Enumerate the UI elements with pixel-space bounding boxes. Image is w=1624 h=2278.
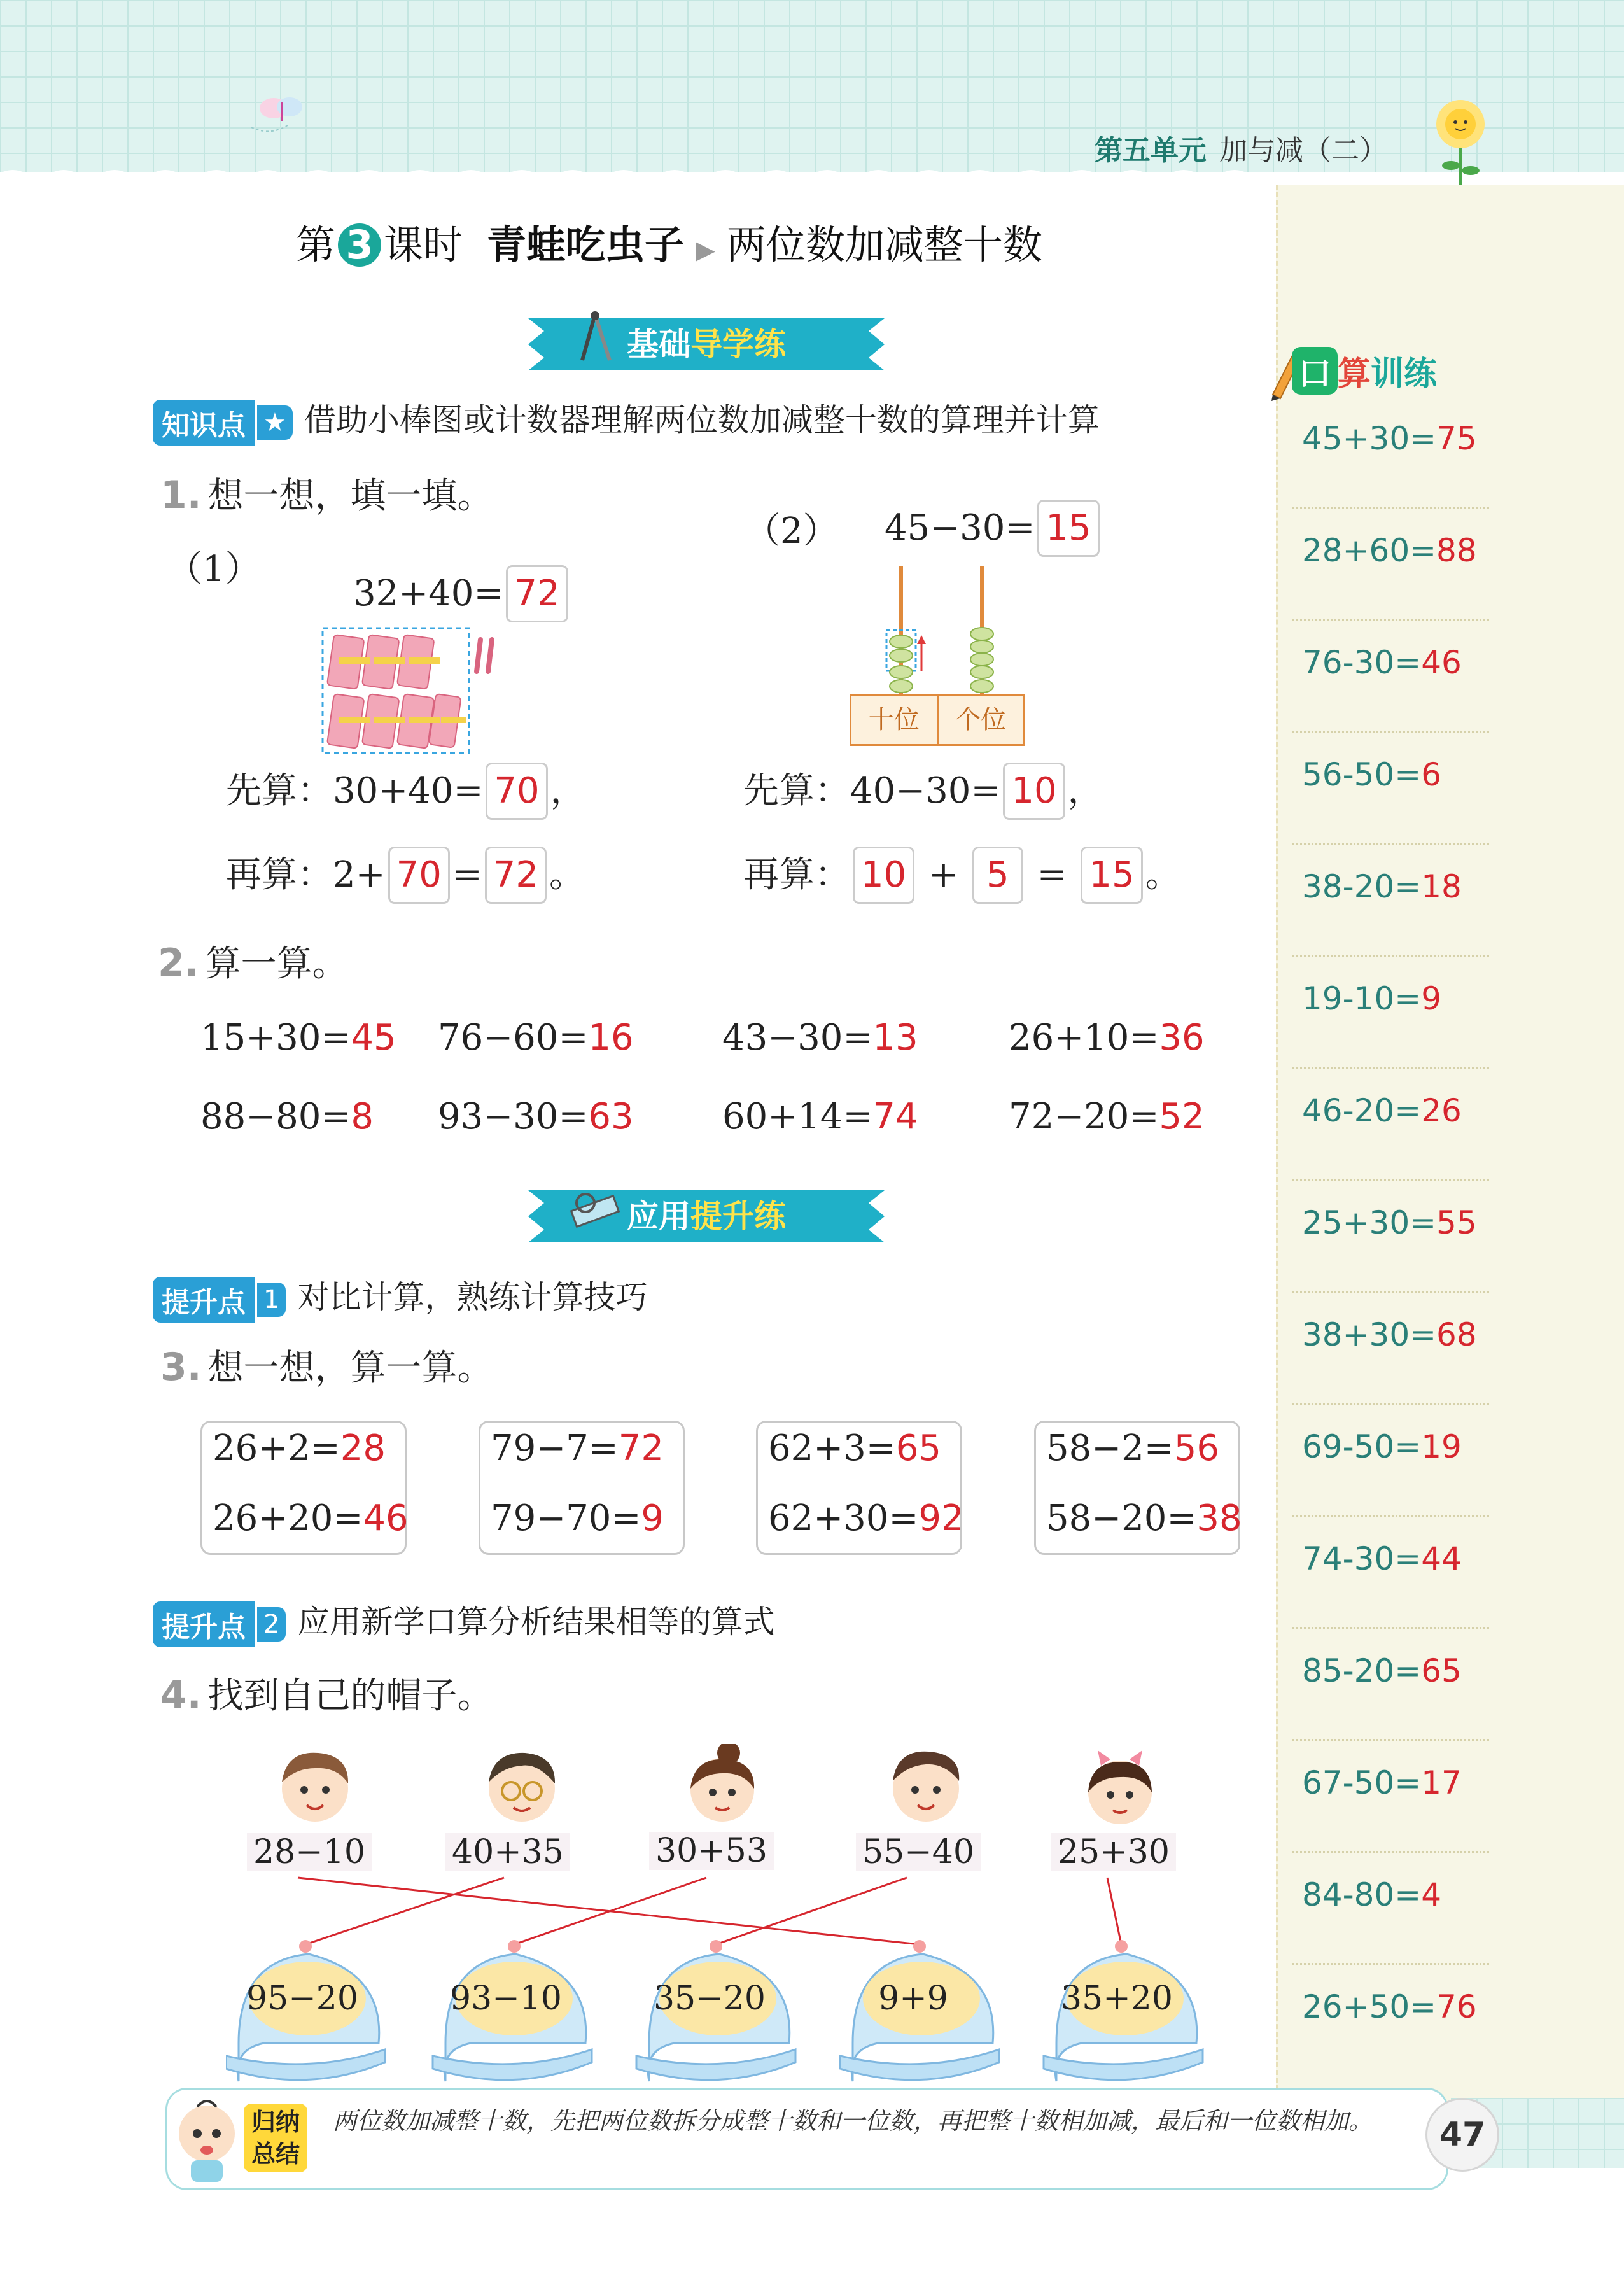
improve-text: 对比计算，熟练计算技巧: [297, 1279, 648, 1316]
page-number: 47: [1425, 2098, 1499, 2172]
question-text: 想一想，算一算。: [207, 1347, 493, 1389]
question-number: 2.: [158, 941, 199, 985]
step-label: 先算：30+40=: [226, 770, 484, 812]
unit-topic: 加与减（二）: [1219, 134, 1387, 167]
calc-item: 88−80=8: [200, 1096, 374, 1137]
star-icon: ★: [257, 405, 293, 440]
cap-shape: [840, 1954, 999, 2081]
punctuation: ，: [550, 770, 586, 812]
lesson-topic: 两位数加减整十数: [726, 221, 1042, 268]
baby-mascot-icon: [172, 2094, 242, 2183]
child-expression: 28−10: [247, 1833, 372, 1871]
part-2-label: （2）: [745, 510, 839, 552]
lesson-number-badge: 3: [338, 223, 381, 267]
step-label: 再算：: [743, 854, 850, 896]
oral-item: 56-50=6: [1292, 731, 1489, 845]
compare-line: 26+20=46: [213, 1498, 409, 1539]
lesson-name: 青蛙吃虫子: [487, 221, 685, 268]
cap-shape: [226, 1954, 385, 2081]
child-expression: 55−40: [856, 1833, 981, 1871]
oral-item: 84-80=4: [1292, 1851, 1489, 1965]
answer-box: 72: [485, 847, 547, 904]
question-number: 1.: [160, 473, 202, 517]
knowledge-text: 借助小棒图或计数器理解两位数加减整十数的算理并计算: [304, 402, 1100, 439]
calc-item: 26+10=36: [1009, 1017, 1205, 1058]
calc-item: 93−30=63: [438, 1096, 634, 1137]
abacus-ones-label: 个位: [955, 705, 1007, 735]
oral-item: 46-20=26: [1292, 1067, 1489, 1181]
calc-item: 15+30=45: [200, 1017, 396, 1058]
banner-label: 应用: [627, 1198, 690, 1235]
summary-label: 归纳总结: [244, 2104, 307, 2172]
improve-text: 应用新学口算分析结果相等的算式: [297, 1603, 775, 1640]
oral-item: 38-20=18: [1292, 843, 1489, 957]
oral-item: 76-30=46: [1292, 619, 1489, 733]
oral-title-b: 算: [1338, 355, 1371, 393]
oral-item: 25+30=55: [1292, 1179, 1489, 1293]
banner-highlight: 提升练: [690, 1198, 786, 1235]
cap-expression: 35+20: [1061, 1979, 1173, 2018]
lesson-prefix: 第: [296, 221, 336, 268]
answer-box: 10: [853, 847, 914, 904]
summary-box: [165, 2088, 1448, 2190]
compare-line: 58−2=56: [1046, 1428, 1219, 1469]
compare-line: 62+30=92: [768, 1498, 964, 1539]
cap-expression: 95−20: [246, 1979, 358, 2018]
oral-item: 69-50=19: [1292, 1403, 1489, 1517]
question-number: 3.: [160, 1345, 202, 1389]
answer-box: 5: [972, 847, 1023, 904]
answer-box: 15: [1081, 847, 1142, 904]
cap-shape: [636, 1954, 795, 2081]
question-text: 找到自己的帽子。: [207, 1675, 493, 1717]
improve-tag: 提升点: [153, 1601, 255, 1647]
equals-sign: =: [1037, 854, 1067, 896]
cap-expression: 9+9: [878, 1979, 948, 2018]
knowledge-tag: 知识点: [153, 400, 255, 446]
cap-shape: [1044, 1954, 1203, 2081]
summary-text: 两位数加减整十数，先把两位数拆分成整十数和一位数，再把整十数相加减，最后和一位数相加。: [333, 2107, 1373, 2135]
child-expression: 40+35: [445, 1833, 570, 1871]
equation-text: 45−30=: [885, 507, 1035, 549]
oral-item: 19-10=9: [1292, 955, 1489, 1069]
answer-box: 10: [1003, 763, 1065, 820]
triangle-icon: ▶: [696, 236, 715, 265]
step-label: 先算：40−30=: [743, 770, 1001, 812]
compare-line: 26+2=28: [213, 1428, 386, 1469]
calc-item: 43−30=13: [722, 1017, 918, 1058]
cap-expression: 35−20: [654, 1979, 766, 2018]
child-expression: 30+53: [649, 1832, 774, 1870]
plus-sign: +: [928, 854, 958, 896]
banner-label: 基础: [627, 326, 690, 363]
answer-box: 70: [486, 763, 547, 820]
improve-number: 2: [257, 1607, 286, 1642]
compare-line: 58−20=38: [1046, 1498, 1242, 1539]
calc-item: 76−60=16: [438, 1017, 634, 1058]
punctuation: 。: [549, 854, 585, 896]
oral-item: 38+30=68: [1292, 1291, 1489, 1405]
punctuation: ，: [1067, 770, 1103, 812]
compare-line: 79−7=72: [491, 1428, 664, 1469]
lesson-suffix: 课时: [384, 221, 463, 268]
oral-item: 67-50=17: [1292, 1739, 1489, 1853]
oral-item: 45+30=75: [1292, 395, 1489, 509]
cap-shape: [433, 1954, 592, 2081]
calc-item: 60+14=74: [722, 1096, 918, 1137]
unit-number: 第五单元: [1095, 134, 1207, 167]
question-text: 算一算。: [205, 943, 348, 985]
compare-line: 79−70=9: [491, 1498, 664, 1539]
child-expression: 25+30: [1051, 1833, 1176, 1871]
part-1-label: （1）: [167, 549, 261, 590]
punctuation: 。: [1145, 854, 1181, 896]
oral-item: 74-30=44: [1292, 1515, 1489, 1629]
calc-item: 72−20=52: [1009, 1096, 1205, 1137]
answer-box: 72: [506, 565, 568, 622]
cap-expression: 93−10: [450, 1979, 562, 2018]
compare-line: 62+3=65: [768, 1428, 941, 1469]
question-text: 想一想，填一填。: [207, 475, 493, 517]
banner-highlight: 导学练: [690, 326, 786, 363]
oral-item: 26+50=76: [1302, 1988, 1477, 2025]
improve-tag: 提升点: [153, 1277, 255, 1323]
answer-box: 15: [1037, 500, 1099, 557]
oral-title-c: 训练: [1371, 355, 1438, 393]
question-number: 4.: [160, 1673, 202, 1717]
answer-box: 70: [388, 847, 450, 904]
oral-item: 28+60=88: [1292, 507, 1489, 621]
equation-text: 32+40=: [353, 573, 504, 614]
oral-title-a: 口: [1292, 347, 1338, 395]
step-label: 再算：2+: [226, 854, 386, 896]
oral-item: 85-20=65: [1292, 1627, 1489, 1741]
oral-training-title: [1292, 347, 1437, 395]
improve-number: 1: [257, 1283, 286, 1317]
equals-sign: =: [452, 854, 482, 896]
abacus-tens-label: 十位: [851, 696, 939, 744]
